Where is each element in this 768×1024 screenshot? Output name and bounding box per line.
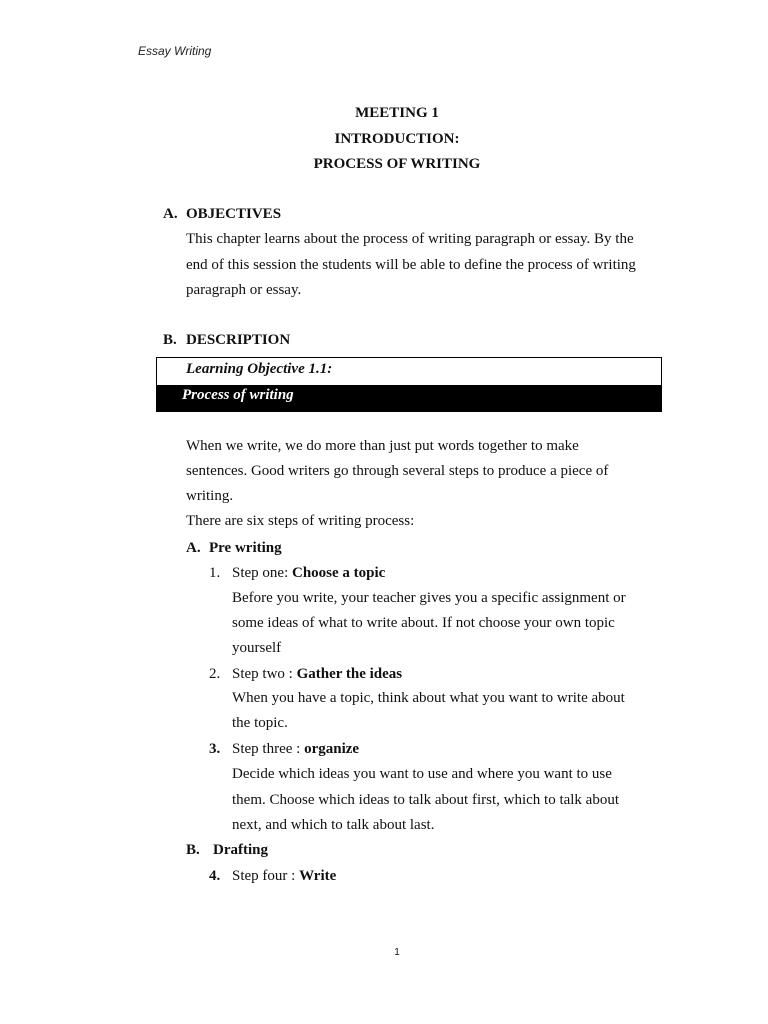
- step-prefix: Step four :: [232, 868, 300, 884]
- step-prefix: Step one:: [232, 565, 292, 581]
- step-number: 4.: [209, 868, 221, 884]
- step-description: [232, 586, 626, 661]
- drafting-heading: Drafting: [213, 842, 268, 858]
- intro-line: There are six steps of writing process:: [186, 513, 415, 529]
- pre-writing-heading: Pre writing: [209, 540, 282, 556]
- step-prefix: Step two :: [232, 666, 297, 682]
- intro-paragraph: [186, 434, 608, 534]
- title-meeting: MEETING 1: [355, 105, 439, 121]
- step-name: Write: [299, 868, 337, 884]
- intro-line: writing.: [186, 488, 234, 504]
- running-header: Essay Writing: [138, 44, 212, 58]
- step-number: 1.: [209, 565, 221, 581]
- step-description: [232, 762, 619, 839]
- step-line: Decide which ideas you want to use and where you want to use: [232, 766, 612, 782]
- step-title: [232, 868, 336, 885]
- section-b-marker: B.: [163, 332, 177, 348]
- section-a-marker: A.: [163, 206, 178, 222]
- section-b-heading: DESCRIPTION: [186, 332, 291, 348]
- step-line: When you have a topic, think about what you want to write about: [232, 690, 625, 706]
- learning-objective-label-row: [157, 358, 661, 385]
- title-introduction: INTRODUCTION:: [334, 131, 460, 147]
- drafting-marker: B.: [186, 842, 200, 858]
- step-line: the topic.: [232, 715, 288, 731]
- learning-objective-box: [156, 357, 662, 412]
- title-process: PROCESS OF WRITING: [313, 156, 481, 172]
- step-line: Before you write, your teacher gives you a specific assignment or: [232, 590, 626, 606]
- learning-objective-title-row: [157, 385, 661, 412]
- step-name: organize: [304, 741, 360, 757]
- step-name: Gather the ideas: [296, 666, 403, 682]
- step-number: 3.: [209, 741, 221, 757]
- step-line: them. Choose which ideas to talk about first, which to talk about: [232, 791, 620, 808]
- intro-line: When we write, we do more than just put words together to make: [186, 438, 579, 454]
- pre-writing-marker: A.: [186, 540, 201, 556]
- step-prefix: Step three :: [232, 741, 305, 757]
- step-line: yourself: [232, 640, 282, 656]
- learning-objective-label: Learning Objective 1.1:: [186, 361, 333, 377]
- learning-objective-title: Process of writing: [182, 387, 294, 403]
- objectives-line: paragraph or essay.: [186, 282, 302, 298]
- step-description: [232, 686, 625, 736]
- step-title: [232, 666, 402, 683]
- section-a-heading: OBJECTIVES: [186, 206, 282, 222]
- objectives-line: This chapter learns about the process of writing paragraph or essay. By the: [186, 231, 634, 247]
- step-title: [232, 741, 359, 758]
- step-title: [232, 565, 385, 582]
- intro-line: sentences. Good writers go through several steps to produce a piece of: [186, 463, 609, 479]
- step-line: next, and which to talk about last.: [232, 817, 435, 833]
- step-number: 2.: [209, 666, 221, 682]
- objectives-paragraph: [186, 227, 636, 304]
- step-line: some ideas of what to write about. If not choose your own topic: [232, 615, 615, 631]
- page-number: 1: [394, 947, 400, 958]
- step-name: Choose a topic: [292, 565, 386, 581]
- objectives-line: end of this session the students will be able to define the process of writing: [186, 256, 636, 273]
